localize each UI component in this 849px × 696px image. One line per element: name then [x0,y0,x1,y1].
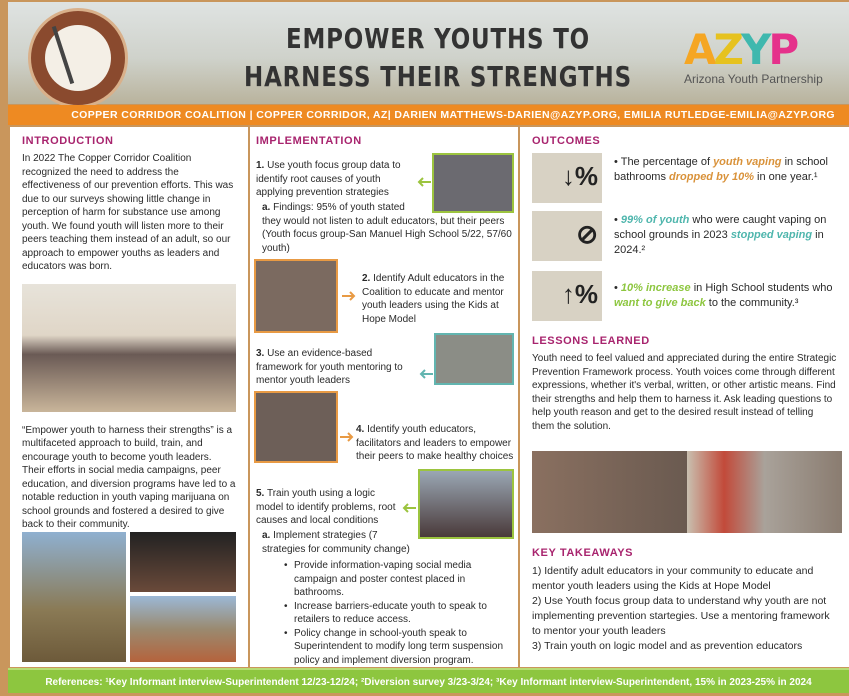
lessons-heading: LESSONS LEARNED [532,335,650,347]
step-1: 1. Use youth focus group data to identify root causes of youth applying prevention strategies [256,160,401,198]
copper-corridor-seal-logo [28,8,128,108]
header-banner [8,2,849,104]
landscape-photos [22,532,236,662]
arrow-left-icon [402,503,416,513]
outcome-item: ⊘ • 99% of youth who were caught vaping on school grounds in 2023 stopped vaping in 2024.² [532,211,842,261]
takeaway-item: 3) Train youth on logic model and as prevention educators [532,640,803,652]
percent-up-icon: ↑% [532,271,602,321]
outcome-item: ↑% • 10% increase in High School students who want to give back to the community.³ [532,271,842,321]
title-line-2: HARNESS THEIR STRENGTHS [244,60,632,93]
logo-text: Arizona Youth Partnership [684,72,823,86]
introduction-column [10,127,248,667]
arrow-right-icon [342,291,356,301]
strategy-item: • Provide information-vaping social media campaign and poster contest placed in bathrooms. [284,559,512,600]
step-2: 2. Identify Adult educators in the Coalition to educate and mentor youth leaders using the Kids at Hope Model [362,273,505,325]
step-5a: a. Implement strategies (7 strategies for community change) [262,530,410,555]
no-vaping-icon: ⊘ [532,211,602,261]
step-3: 3. Use an evidence-based framework for youth mentoring to mentor youth leaders [256,348,403,386]
implementation-column [250,127,518,667]
azyp-logo: AZYP Arizona Youth Partnership [684,28,844,98]
outcomes-heading: OUTCOMES [532,135,601,147]
references-footer: References: ¹Key Informant interview-Superintendent 12/23-12/24; ²Diversion survey 3/23-3/24; ³Key Informant interview-Superintendent, 15% in 2023-25% in 2024 [8,668,849,693]
lessons-text: Youth need to feel valued and appreciated during the entire Strategic Prevention Framework process. Youth voices come through different expressions, whether it's verbal, written, or other artistic means. Find their strengths and help them to harness it. Ask leading questions to help youth reason and get to the desired result instead of telling them the solution. [532,353,837,432]
strategy-item: • Increase barriers-educate youth to speak to retailers to reduce access. [284,600,512,627]
approach-paragraph: “Empower youth to harness their strengths” is a multifaceted approach to build, train, and encourage youth to become youth leaders. Their efforts in social media campaigns, peer education, and diversion programs have led to a notable reduction in youth vaping marijuana on school grounds and fostered a desired to give back to their community. [22,424,236,530]
step-5: 5. Train youth using a logic model to identify problems, root causes and local conditions [256,488,396,526]
focus-group-photo [432,153,514,213]
introduction-paragraph: In 2022 The Copper Corridor Coalition recognized the need to address the effectiveness of our prevention efforts. This was due to our surveys showing little change in perception of harm for substance use among youth. We found youth will listen more to their peers teaching them instead of an adult, so our approach to empower youths as leaders and educators was born. [22,153,234,272]
contact-bar: COPPER CORRIDOR COALITION | COPPER CORRIDOR, AZ| DARIEN MATTHEWS-DARIEN@AZYP.ORG, EMILIA RUTLEDGE-EMILIA@AZYP.ORG [8,105,849,125]
implementation-heading: IMPLEMENTATION [256,135,362,147]
takeaway-item: 2) Use Youth focus group data to understand why youth are not implementing prevention startegies. Use a mentoring framework to mentor your youth leaders [532,595,830,637]
arrow-left-icon [419,369,433,379]
strategy-list [284,559,512,667]
arrow-right-icon [340,432,354,442]
step-4: 4. Identify youth educators, facilitators and leaders to empower their peers to make healthy choices [356,424,514,462]
strategy-item: • Policy change in school-youth speak to Superintendent to modify long term suspension policy and implement diversion program. [284,627,512,668]
takeaway-item: 1) Identify adult educators in your community to educate and mentor youth leaders using the Kids at Hope Model [532,565,814,592]
percent-down-icon: ↓% [532,153,602,203]
step-1a: a. Findings: 95% of youth stated they would not listen to adult educators, but their peers (Youth focus group-San Manuel High School 5/22, 57/60 youth) [262,202,512,254]
arrow-left-icon [417,177,431,187]
title-line-1: EMPOWER YOUTHS TO [285,22,591,55]
adult-educators-photo [254,259,338,333]
poster-title [225,20,651,96]
outcome-item: ↓% • The percentage of youth vaping in school bathrooms dropped by 10% in one year.¹ [532,153,842,203]
youth-photos [532,451,842,533]
classroom-photo [254,391,338,463]
training-photo [418,469,514,539]
takeaways-heading: KEY TAKEAWAYS [532,547,634,559]
group-photo [22,284,236,412]
mentoring-photo [434,333,514,385]
outcomes-column [520,127,849,667]
introduction-heading: INTRODUCTION [22,135,114,147]
